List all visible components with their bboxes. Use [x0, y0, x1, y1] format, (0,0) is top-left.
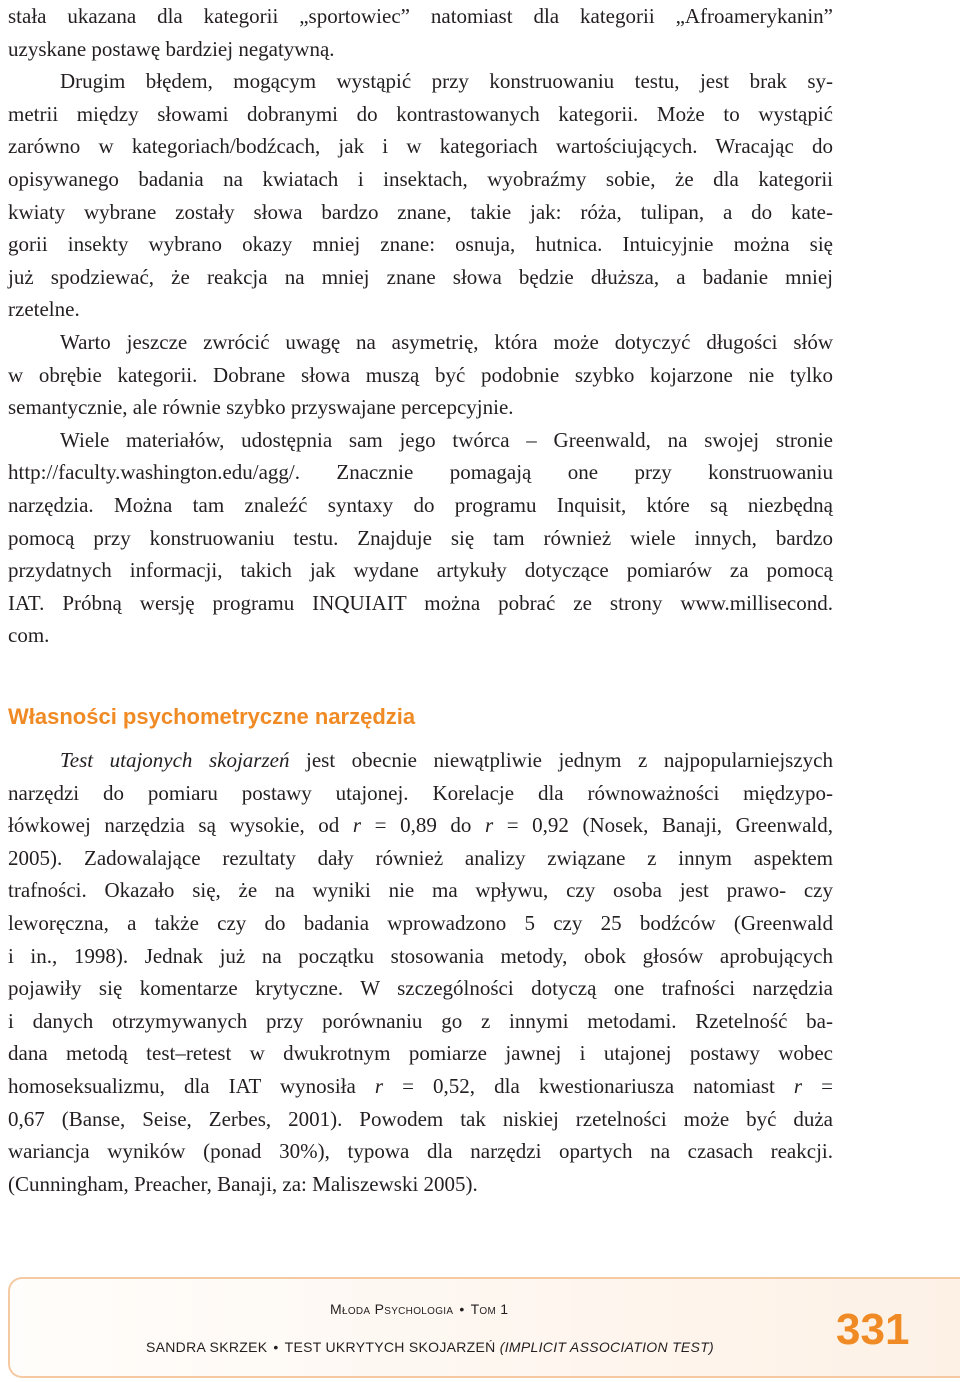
text-line: opisywanego badania na kwiatach i insektach, wyobraźmy sobie, że dla kategorii — [8, 166, 833, 191]
text-line: semantycznie, ale równie szybko przyswajane percepcyjnie. — [8, 395, 514, 420]
text-line: homoseksualizmu, dla IAT wynosiła r = 0,52, dla kwestionariusza natomiast r = — [8, 1073, 833, 1098]
text-line: łówkowej narzędzia są wysokie, od r = 0,89 do r = 0,92 (Nosek, Banaji, Greenwald, — [8, 813, 833, 838]
text-line: http://faculty.washington.edu/agg/. Znacznie pomagają one przy konstruowaniu — [8, 460, 833, 485]
text-line: IAT. Próbną wersję programu INQUIAIT można pobrać ze strony www.millisecond. — [8, 590, 833, 615]
page-number: 331 — [836, 1305, 910, 1354]
text-line: narzędzi do pomiaru postawy utajonej. Korelacje dla równoważności międzypo- — [8, 780, 833, 805]
text-line: uzyskane postawę bardziej negatywną. — [8, 36, 335, 61]
text-line: kwiaty wybrane zostały słowa bardzo znane, takie jak: róża, tulipan, a do kate- — [8, 199, 833, 224]
body-text-section — [8, 744, 833, 1200]
text-line: w obrębie kategorii. Dobrane słowa muszą być podobnie szybko kojarzone nie tylko — [8, 362, 833, 387]
article-title: TEST UKRYTYCH SKOJARZEŃ — [284, 1339, 496, 1355]
text-line: i danych otrzymywanych przy porównaniu go z innymi metodami. Rzetelność ba- — [8, 1008, 833, 1033]
text-line: dana metodą test–retest w dwukrotnym pomiarze jawnej i utajonej postawy wobec — [8, 1041, 833, 1066]
text-line: Wiele materiałów, udostępnia sam jego twórca – Greenwald, na swojej stronie — [60, 427, 833, 452]
journal-title: Młoda Psychologia • Tom 1 — [330, 1301, 509, 1317]
text-line: stała ukazana dla kategorii „sportowiec” natomiast dla kategorii „Afroamerykanin” — [8, 4, 833, 28]
text-line: już spodziewać, że reakcja na mniej znane słowa będzie dłuższa, a badanie mniej — [8, 264, 833, 289]
text-line: zarówno w kategoriach/bodźcach, jak i w kategoriach wartościujących. Wracając do — [8, 134, 833, 159]
text-line: Test utajonych skojarzeń jest obecnie niewątpliwie jednym z najpopularniejszych — [60, 748, 833, 772]
text-line: pojawiły się komentarze krytyczne. W szczególności dotyczą one trafności narzędzia — [8, 976, 833, 1001]
text-line: trafności. Okazało się, że na wyniki nie ma wpływu, czy osoba jest prawo- czy — [8, 878, 833, 903]
text-line: wariancja wyników (ponad 30%), typowa dla narzędzi opartych na czasach reakcji. — [8, 1139, 833, 1164]
text-line: com. — [8, 623, 50, 648]
stat-symbol: r — [484, 813, 494, 838]
text-line: 0,67 (Banse, Seise, Zerbes, 2001). Powodem tak niskiej rzetelności może być duża — [8, 1106, 833, 1131]
text-line: i in., 1998). Jednak już na początku stosowania metody, obok głosów aprobujących — [8, 943, 833, 968]
body-text-top — [8, 0, 833, 652]
stat-symbol: r — [352, 813, 362, 838]
section-heading: Własności psychometryczne narzędzia — [8, 704, 416, 729]
text-line: rzetelne. — [8, 297, 80, 322]
text-line: Drugim błędem, mogącym wystąpić przy konstruowaniu testu, jest brak sy- — [60, 69, 833, 94]
text-line: (Cunningham, Preacher, Banaji, za: Maliszewski 2005). — [8, 1171, 478, 1196]
article-subtitle: (IMPLICIT ASSOCIATION TEST) — [499, 1339, 715, 1355]
stat-symbol: r — [374, 1073, 384, 1098]
text-line: metrii między słowami dobranymi do kontrastowanych kategorii. Może to wystąpić — [8, 101, 833, 126]
page-footer — [8, 1277, 960, 1378]
text-line: pomocą przy konstruowaniu testu. Znajduje się tam również wiele innych, bardzo — [8, 525, 833, 550]
stat-symbol: r — [793, 1073, 803, 1098]
text-line: przydatnych informacji, takich jak wydane artykuły dotyczące pomiarów za pomocą — [8, 558, 833, 583]
running-head: SANDRA SKRZEK • TEST UKRYTYCH SKOJARZEŃ (IMPLICIT ASSOCIATION TEST) — [146, 1339, 715, 1355]
text-line: narzędzia. Można tam znaleźć syntaxy do programu Inquisit, które są niezbędną — [8, 492, 833, 517]
text-line: Warto jeszcze zwrócić uwagę na asymetrię, która może dotyczyć długości słów — [60, 329, 833, 354]
italic-term: Test utajonych skojarzeń — [60, 748, 290, 772]
text-line: gorii insekty wybrano okazy mniej znane: osnuja, hutnica. Intuicyjnie można się — [8, 232, 833, 257]
text-line: 2005). Zadowalające rezultaty dały również analizy związane z innym aspektem — [8, 845, 833, 870]
text-line: leworęczna, a także czy do badania wprowadzono 5 czy 25 bodźców (Greenwald — [8, 910, 833, 935]
author-name: SANDRA SKRZEK — [146, 1339, 268, 1355]
